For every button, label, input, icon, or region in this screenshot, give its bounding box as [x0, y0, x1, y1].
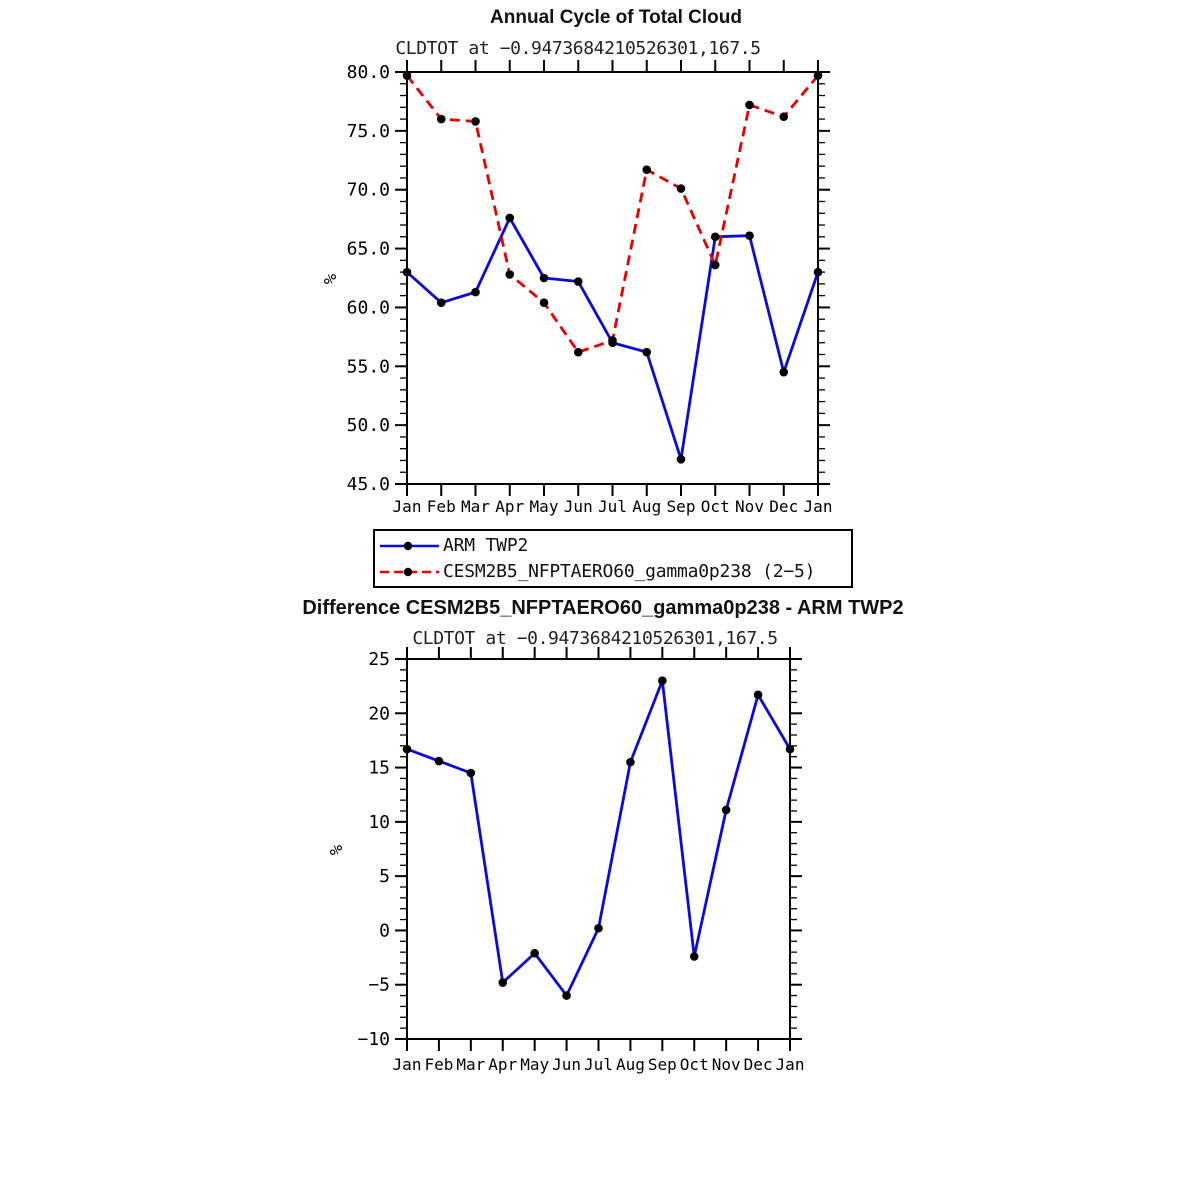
svg-text:−5: −5: [368, 974, 390, 996]
svg-text:80.0: 80.0: [346, 62, 390, 83]
difference-title: Difference CESM2B5_NFPTAERO60_gamma0p238 - ARM TWP2: [302, 597, 904, 619]
svg-text:Aug: Aug: [632, 497, 662, 516]
legend-item-cesm2b5: [379, 559, 851, 585]
svg-text:−10: −10: [357, 1029, 390, 1050]
svg-text:Jul: Jul: [598, 497, 627, 516]
legend-label-arm-twp2: ARM TWP2: [443, 535, 529, 556]
svg-text:Feb: Feb: [424, 1055, 454, 1074]
annual-cycle-title: Annual Cycle of Total Cloud: [490, 7, 742, 28]
legend-label-cesm2b5: CESM2B5_NFPTAERO60_gamma0p238 (2−5): [443, 561, 816, 582]
svg-text:Jan: Jan: [392, 497, 422, 516]
annual-cycle-subtitle: CLDTOT at −0.9473684210526301,167.5: [395, 38, 761, 59]
difference-chart: [330, 650, 870, 1090]
svg-text:Mar: Mar: [461, 497, 490, 516]
svg-text:Sep: Sep: [666, 497, 696, 516]
svg-text:60.0: 60.0: [346, 297, 390, 319]
legend-line-sample-solid-blue: [379, 539, 441, 553]
svg-text:Apr: Apr: [495, 497, 525, 516]
svg-text:Jun: Jun: [552, 1055, 582, 1074]
svg-text:10: 10: [368, 811, 390, 833]
svg-text:Mar: Mar: [456, 1055, 486, 1074]
svg-text:5: 5: [379, 866, 390, 888]
svg-text:Oct: Oct: [700, 497, 730, 516]
svg-text:Oct: Oct: [679, 1055, 709, 1074]
svg-text:Jul: Jul: [584, 1055, 613, 1074]
svg-text:Nov: Nov: [735, 497, 764, 516]
svg-text:Dec: Dec: [743, 1055, 773, 1074]
annual-cycle-chart: [330, 60, 870, 538]
svg-text:Nov: Nov: [711, 1055, 741, 1074]
svg-text:55.0: 55.0: [346, 356, 390, 378]
svg-text:20: 20: [368, 703, 390, 725]
legend-line-sample-dashed-red: [379, 565, 441, 579]
svg-text:65.0: 65.0: [346, 238, 390, 260]
svg-text:May: May: [529, 497, 559, 516]
difference-subtitle: CLDTOT at −0.9473684210526301,167.5: [412, 628, 778, 649]
svg-text:Jan: Jan: [775, 1055, 805, 1074]
svg-text:Sep: Sep: [647, 1055, 677, 1074]
svg-text:Apr: Apr: [488, 1055, 518, 1074]
legend-item-arm-twp2: [379, 533, 851, 559]
svg-text:50.0: 50.0: [346, 415, 390, 437]
legend-box: [373, 529, 853, 588]
svg-text:0: 0: [379, 920, 390, 942]
svg-text:45.0: 45.0: [346, 474, 390, 495]
svg-text:25: 25: [368, 649, 390, 670]
svg-text:70.0: 70.0: [346, 179, 390, 201]
svg-text:75.0: 75.0: [346, 120, 390, 142]
svg-text:Dec: Dec: [769, 497, 799, 516]
svg-text:Jan: Jan: [803, 497, 833, 516]
annual-cycle-y-axis-unit: %: [321, 273, 342, 285]
difference-y-axis-unit: %: [327, 844, 348, 856]
svg-text:Feb: Feb: [426, 497, 456, 516]
svg-text:Jun: Jun: [563, 497, 593, 516]
svg-text:May: May: [520, 1055, 550, 1074]
svg-text:15: 15: [368, 757, 390, 779]
svg-text:Aug: Aug: [615, 1055, 645, 1074]
svg-text:Jan: Jan: [392, 1055, 422, 1074]
